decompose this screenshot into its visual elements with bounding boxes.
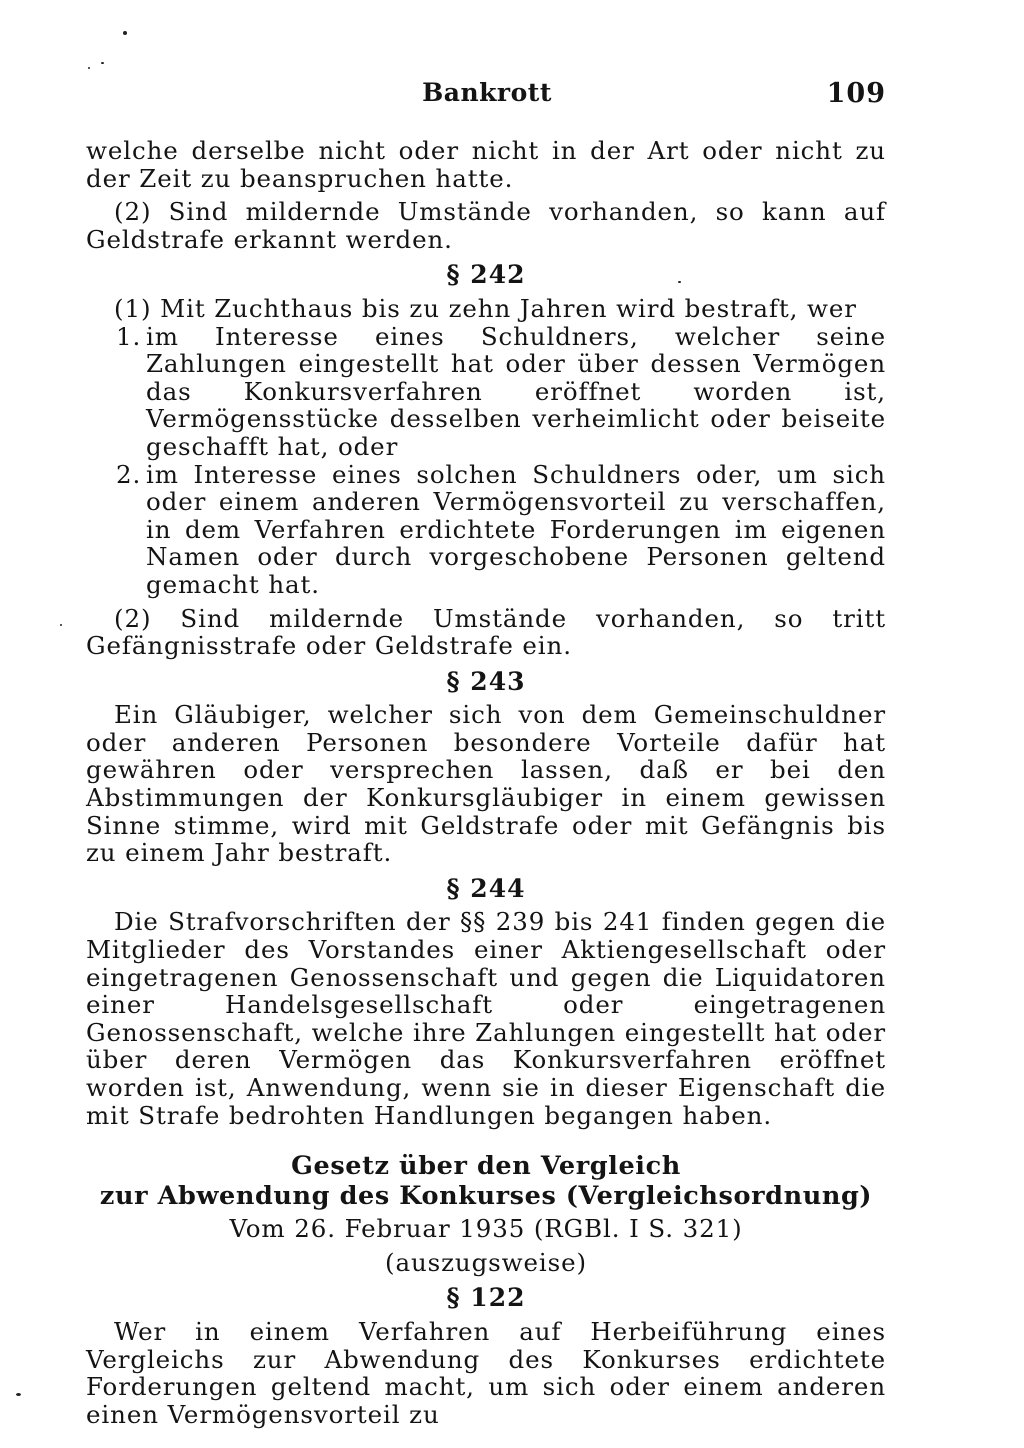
list-item-number: 2.: [116, 459, 142, 489]
law-note: (auszugsweise): [385, 1247, 587, 1277]
running-head: Bankrott: [422, 78, 552, 107]
paragraph-242-2: (2) Sind mildernde Umstände vorhanden, so tritt Gefängnisstrafe oder Geldstrafe ein.: [86, 603, 886, 661]
list-item: [86, 461, 886, 599]
list-item: [86, 323, 886, 461]
paragraph-122: Wer in einem Verfahren auf Herbeiführung eines Vergleichs zur Abwendung des Konkurses erdichtete Forderungen geltend macht, um sich oder einem anderen einen Vermögensvorteil zu: [86, 1316, 886, 1429]
list-242: [86, 323, 886, 599]
page-body: [86, 137, 886, 1428]
paragraph-243: Ein Gläubiger, welcher sich von dem Gemeinschuldner oder anderen Personen besondere Vorteile dafür hat gewähren oder versprechen lassen, daß er bei den Abstimmungen der Konkursgläubiger in einem gewissen Sinne stimme, wird mit Geldstrafe oder mit Gefängnis bis zu einem Jahr bestraft.: [86, 700, 886, 868]
law-title: [86, 1151, 886, 1211]
law-date: Vom 26. Februar 1935 (RGBl. I S. 321): [229, 1214, 743, 1244]
scan-speck: [101, 62, 104, 64]
scan-speck: [16, 1393, 21, 1396]
scan-speck: [88, 67, 90, 69]
page-header: [88, 78, 886, 114]
scan-speck: [60, 624, 62, 626]
paragraph-244: Die Strafvorschriften der §§ 239 bis 241 finden gegen die Mitglieder des Vorstandes einer Aktiengesellschaft oder eingetragenen Genossenschaft und gegen die Liquidatoren einer Handelsgesellschaft oder eingetragenen Genossenschaft, welche ihre Zahlungen eingestellt hat oder über deren Vermögen das Konkursverfahren eröffnet worden ist, Anwendung, wenn sie in dieser Eigenschaft die mit Strafe bedrohten Handlungen begangen haben.: [86, 907, 886, 1130]
section-heading-122: § 122: [446, 1283, 526, 1313]
list-item-text: im Interesse eines Schuldners, welcher seine Zahlungen eingestellt hat oder über dessen Vermögen das Konkursverfahren eröffnet worden ist, Vermögensstücke desselben verheimlicht oder beiseite geschafft hat, oder: [146, 321, 886, 461]
law-title-line-2: zur Abwendung des Konkurses (Vergleichsordnung): [99, 1181, 873, 1212]
paragraph-242-1: (1) Mit Zuchthaus bis zu zehn Jahren wird bestraft, wer: [114, 293, 857, 323]
list-item-number: 1.: [116, 321, 142, 351]
section-heading-244: § 244: [446, 873, 526, 903]
list-item-text: im Interesse eines solchen Schuldners oder, um sich oder einem anderen Vermögensvorteil zu verschaffen, in dem Verfahren erdichtete Forderungen im eigenen Namen oder durch vorgeschobene Personen geltend gemacht hat.: [146, 459, 886, 599]
page-number: 109: [826, 78, 886, 109]
scan-speck: [123, 31, 127, 35]
paragraph-241-2: (2) Sind mildernde Umstände vorhanden, so kann auf Geldstrafe erkannt werden.: [86, 197, 886, 254]
section-heading-243: § 243: [446, 666, 526, 696]
paragraph-continuation: welche derselbe nicht oder nicht in der Art oder nicht zu der Zeit zu beanspruchen hatte.: [86, 136, 886, 193]
law-title-line-1: Gesetz über den Vergleich: [291, 1151, 681, 1182]
section-heading-242: § 242: [446, 260, 526, 290]
scan-speck: [678, 281, 681, 283]
